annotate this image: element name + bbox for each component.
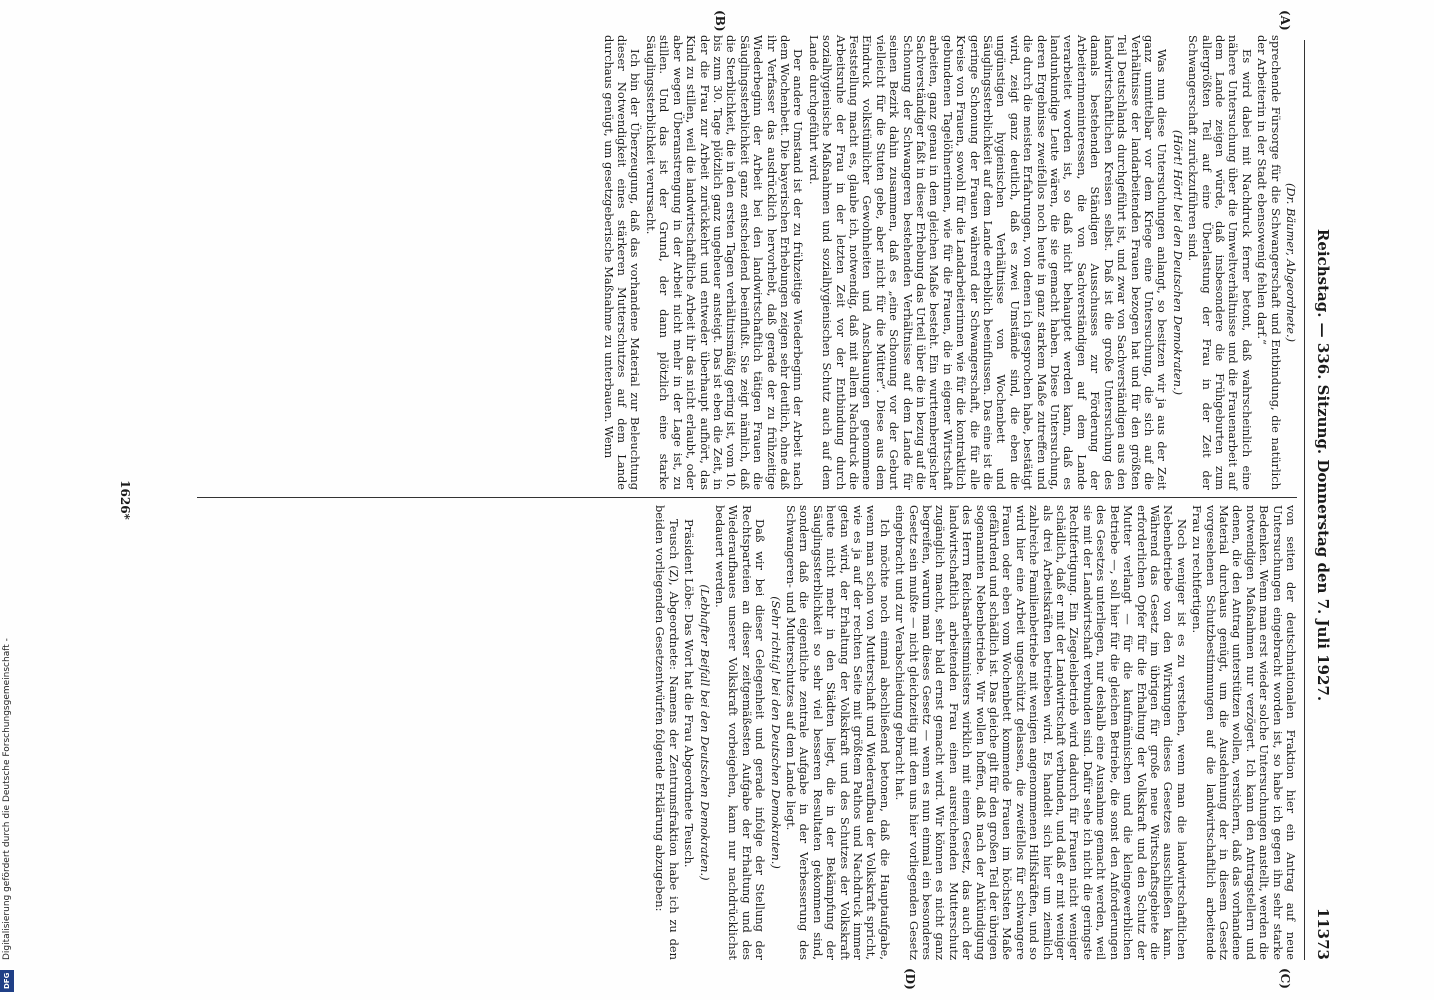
page-number: 11373 [1314, 907, 1332, 960]
margin-mark-a: (A) [1278, 10, 1292, 31]
rotated-page-content [87, 10, 1347, 990]
digitization-caption: Digitalisierung gefördert durch die Deutsche Forschungsgemeinschaft - [2, 638, 12, 960]
paragraph: Ich möchte noch einmal abschließend betonen, daß die Hauptaufgabe, wenn man schon von Mutterschaft und Wiederaufbau der Volkskraft spricht, wie es ja auf der rechten Seite mit größtem Pathos und Nachdruck immer getan wird, der Erhaltung der Volkskraft und des Schutzes der Volkskraft heute nicht mehr in den Städten liegt, die in der Bekämpfung der Säuglingssterblichkeit so sehr viel besseren Resultaten gekommen sind, sondern daß die eigentliche zentrale Aufgabe in der Verbesserung des Schwangeren- und Mutterschutzes auf dem Lande liegt. [783, 505, 892, 960]
interjection: (Hört! Hört! bei den Deutschen Demokraten.) [1170, 129, 1185, 396]
paragraph: Noch weniger ist es zu verstehen, wenn man die landwirtschaftlichen Nebenbetriebe von den Wirkungen dieses Gesetzes ausschließen kann. Während das Gesetz im übrigen für große neue Wirtschaftsgebiete die erforderlichen Opfer für die Erhaltung der Volkskraft und den Schutz der Mutter verlangt — für die kaufmännischen und die kleingewerblichen Betriebe —, soll hier für die gleichen Betriebe, die sonst den Anforderungen des Gesetzes unterliegen, nur deshalb eine Ausnahme gemacht werden, weil sie mit der Landwirtschaft verbunden sind. Dafür sehe ich nicht die geringste Rechtfertigung. Ein Ziegeleibetrieb wird dadurch für Frauen nicht weniger schädlich, daß er mit der Landwirtschaft verbunden, und daß er mit weniger als drei Arbeitskräften betrieben wird. Es handelt sich hier um ziemlich zahlreiche Familienbetriebe mit wenigen angenommenen Hilfskräften, und so wird hier eine Arbeit ungeschützt gelassen, die zweifellos für schwangere Frauen oder eben vom Wochenbett kommende Frauen im höchsten Maße gefährdend und schädlich ist. Das gleiche gilt für den großen Teil der übrigen sogenannten Nebenbetriebe. Wir wollen hoffen, daß nach der Ankündigung des Herrn Reichsarbeitsministers wirklich mit einem Gesetz, das auch der landwirtschaftlich arbeitenden Frau einen ausreichenden Mutterschutz zugänglich macht, sehr bald ernst gemacht wird. Wir können es nicht ganz begreifen, warum man dieses Gesetz — wenn es nun einmal ein besonderes Gesetz sein mußte — nicht gleichzeitig mit dem uns hier vorliegenden Gesetz eingebracht und zur Verabschiedung gebracht hat. [893, 505, 1189, 960]
right-column [651, 505, 1297, 960]
paragraph: Der andere Umstand ist der zu frühzeitige Wiederbeginn der Arbeit nach dem Wochenbett. Die bayerischen Erhebungen zeigen sehr deutlich, ohne daß ihr Verfasser das ausdrücklich hervorhebt, daß gerade der zu frühzeitige Wiederbeginn der Arbeit bei den landwirtschaftlich tätigen Frauen die Säuglingssterblichkeit ganz entscheidend beeinflußt. Sie zeigt nämlich, daß die Sterblichkeit, die in den ersten Tagen verhältnismäßig gering ist, vom 10. bis zum 30. Tage plötzlich ganz ungeheuer ansteigt. Das ist eben die Zeit, in der die Frau zur Arbeit zurückkehrt und entweder überhaupt aufhört, das Kind zu stillen, weil die landwirtschaftliche Arbeit ihr das nicht erlaubt, oder aber wegen Überanstrengung in der Arbeit nicht mehr in der Lage ist, zu stillen. Und das ist der Grund, der dann plötzlich eine starke Säuglingssterblichkeit verursacht. [643, 35, 806, 490]
paragraph: Was nun diese Untersuchungen anlangt, so besitzen wir ja aus der Zeit ganz unmittelbar vor dem Kriege eine Untersuchung, die sich auf die Verhältnisse der landarbeitenden Frauen bezogen hat und für den größten Teil Deutschlands durchgeführt ist, und zwar von Sachverständigen aus den landwirtschaftlichen Kreisen selbst. Daß ist die große Untersuchung des damals bestehenden Ständigen Ausschusses zur Förderung der Arbeiterinneninteressen, die von Sachverständigen auf dem Lande verarbeitet worden ist, so daß nicht behauptet werden kann, daß es landunkundige Leute wären, die sie gemacht haben. Diese Untersuchung, deren Ergebnisse zweifellos noch heute in ganz starkem Maße zutreffen und die durch die meisten Erfahrungen, von denen ich gesprochen habe, bestätigt wird, zeigt ganz deutlich, daß es zwei Umstände sind, die eben die ungünstigen hygienischen Verhältnisse von Wochenbett und Säuglingssterblichkeit auf dem Lande erheblich beeinflussen. Das eine ist die geringe Schonung der Frauen während der Schwangerschaft, die für alle Kreise von Frauen, sowohl für die Landarbeiterinnen wie für die kontraktlich gebundenen Tagelöhnerinnen, wie für die Frauen, die in eigener Wirtschaft arbeiten, ganz genau in dem gleichen Maße besteht. Ein wurttembergischer Sachverständiger faßt in dieser Erhebung das Urteil über die in bezug auf die Schonung der Schwangeren bestehenden Verhältnisse auf dem Lande für seinen Bezirk dahin zusammen, daß es „eine Schonung vor der Geburt vielleicht für die Stuten gebe, aber nicht für die Mütter“. Diese aus dem Eindruck volkstümlicher Gewohnheiten und Anschauungen genommene Feststellung macht es, glaube ich, notwendig, daß mit allem Nachdruck die Arbeitsruhe der Frau in der letzten Zeit vor der Entbindung durch sozialhygienische Maßnahmen und sozialhygienischen Schutz auch auf dem Lande durchgeführt wird. [806, 35, 1170, 490]
margin-mark-c: (C) [1278, 968, 1292, 989]
dfg-logo: DFG [0, 970, 14, 992]
paragraph: sprechende Fürsorge für die Schwangerschaft und Entbindung, die natürlich der Arbeiterin in der Stadt ebensowenig fehlen darf.“ [1255, 35, 1283, 490]
paragraph: Präsident Löbe: Das Wort hat die Frau Abgeordnete Teusch. [682, 519, 697, 868]
left-column [599, 35, 1297, 490]
header-title: Reichstag. — 336. Sitzung. Donnerstag den 7. Juli 1927. [1314, 228, 1332, 702]
paragraph: von seiten der deutschnationalen Fraktion hier ein Antrag auf neue Untersuchungen eingebracht worden ist, so habe ich gegen ihn sehr starke Bedenken. Wenn man erst wieder solche Untersuchungen anstellt, werden die notwendigen Maßnahmen nur verzögert. Ich kann den Antragstellern und denen, die den Antrag unterstützen wollen, versichern, daß das vorhandene Material durchaus genügt, um die Ausdehnung der in diesem Gesetz vorgesehenen Schutzbestimmungen auf die landwirtschaftlich arbeitende Frau zu rechtfertigen. [1190, 505, 1298, 960]
paragraph: Es wird dabei mit Nachdruck ferner betont, daß wahrscheinlich eine nähere Untersuchung über die Umweltverhältnisse und die Frauenarbeit auf dem Lande zeigen würde, daß insbesondere die Frühgeburten zum allergrößten Teil auf eine Überlastung der Frau in der Zeit der Schwangerschaft zurückzuführen sind. [1186, 35, 1254, 490]
running-header [1308, 40, 1332, 960]
column-divider [197, 497, 1297, 498]
header-rule [1304, 40, 1305, 960]
paragraph: Teusch (Z), Abgeordnete: Namens der Zentrumsfraktion habe ich zu den beiden vorliegenden Gesetzentwürfen folgende Erklärung abzugeben: [653, 505, 681, 960]
paragraph: Daß wir bei dieser Gelegenheit und gerade infolge der Stellung der Rechtsparteien an dieser zeitgemäßesten Aufgabe der Erhaltung und des Wiederaufbaues unserer Volkskraft vorbeigehen, kann nur nachdrücklichst bedauert werden. [712, 505, 768, 960]
interjection: (Sehr richtig! bei den Deutschen Demokraten.) [768, 596, 783, 869]
margin-mark-b: (B) [713, 10, 727, 32]
digitization-sidebar [0, 600, 14, 1000]
margin-mark-d: (D) [903, 968, 917, 990]
interjection: (Lebhafter Beifall bei den Deutschen Demokraten.) [697, 584, 712, 881]
paragraph: Ich bin der Überzeugung, daß das vorhandene Material zur Beleuchtung dieser Notwendigkeit eines stärkeren Mutterschutzes auf dem Lande durchaus genügt, um gesetzgeberische Maßnahme zu unterbauen. Wenn [601, 35, 643, 490]
sheet-signature: 1626* [118, 480, 132, 520]
speaker-line: (Dr. Bäumer, Abgeordnete.) [1284, 182, 1298, 343]
